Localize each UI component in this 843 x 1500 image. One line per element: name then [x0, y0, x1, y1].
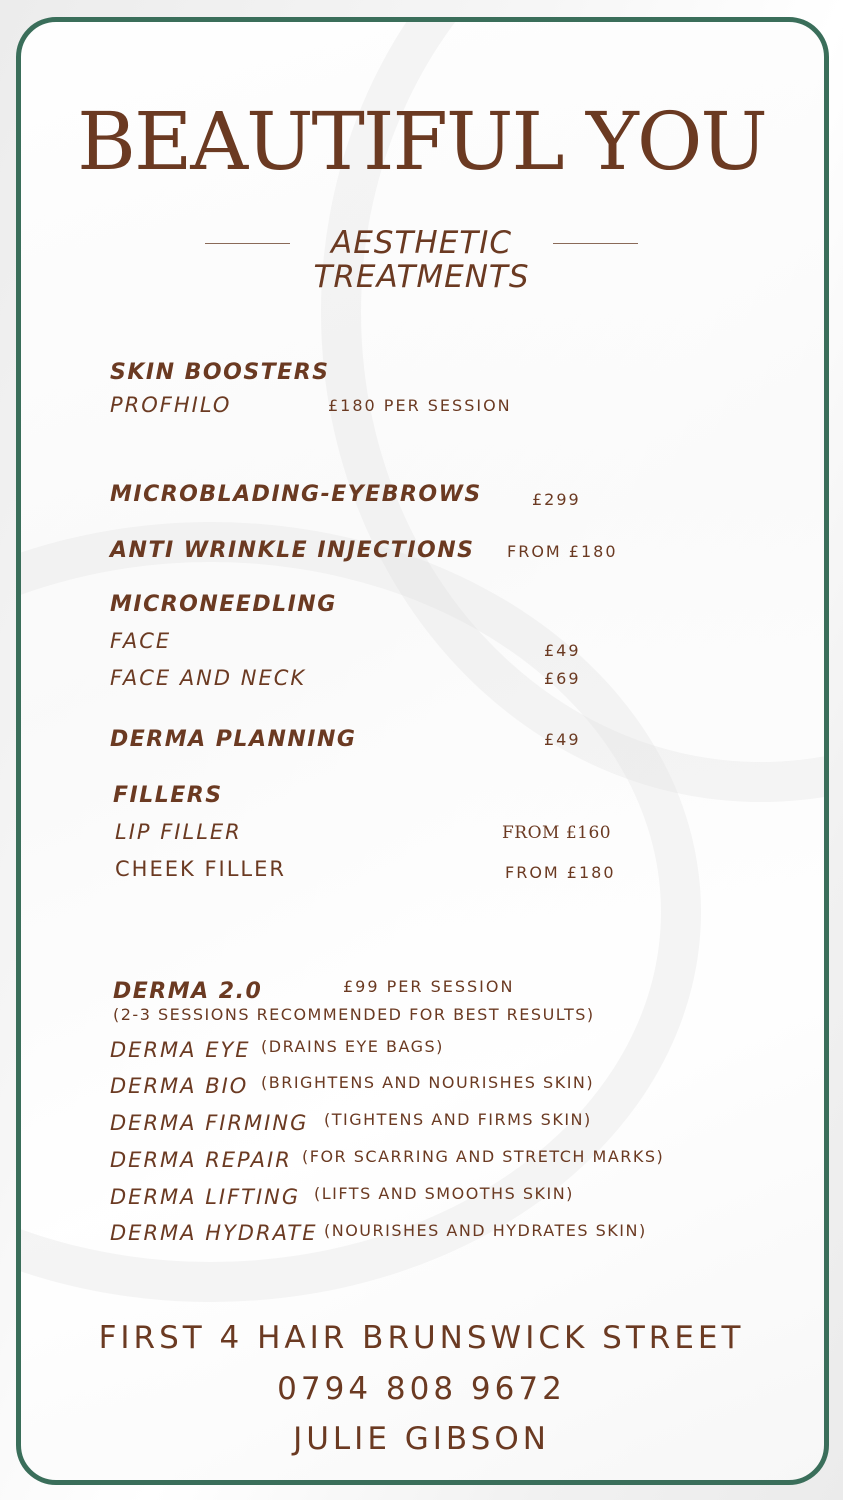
page-title: BEAUTIFUL YOU [77, 95, 766, 188]
footer-location: FIRST 4 HAIR BRUNSWICK STREET [98, 1320, 745, 1356]
fillers-heading: FILLERS [113, 783, 223, 808]
derma2-price: £99 PER SESSION [343, 977, 515, 996]
anti-wrinkle-price: FROM £180 [507, 542, 618, 561]
derma-repair-desc: (FOR SCARRING AND STRETCH MARKS) [302, 1147, 665, 1166]
derma-eye-item: DERMA EYE [110, 1038, 251, 1062]
derma-firming-item: DERMA FIRMING [110, 1111, 309, 1135]
derma-planning-heading: DERMA PLANNING [110, 727, 357, 752]
subtitle-line-2: TREATMENTS [313, 259, 530, 295]
footer-name: JULIE GIBSON [293, 1421, 550, 1457]
microneedling-item-face-neck: FACE AND NECK [110, 666, 307, 690]
microneedling-heading: MICRONEEDLING [110, 592, 337, 617]
derma-lifting-desc: (LIFTS AND SMOOTHS SKIN) [314, 1184, 574, 1203]
page-subtitle [0, 226, 843, 294]
profhilo-item: PROFHILO [110, 393, 232, 417]
subtitle-line-1: AESTHETIC [330, 225, 513, 261]
derma-bio-desc: (BRIGHTENS AND NOURISHES SKIN) [261, 1073, 595, 1092]
microneedling-price-face: £49 [544, 641, 581, 660]
derma-eye-desc: (DRAINS EYE BAGS) [261, 1037, 444, 1056]
microneedling-price-face-neck: £69 [544, 669, 581, 688]
derma-bio-item: DERMA BIO [110, 1074, 249, 1098]
derma-hydrate-item: DERMA HYDRATE [110, 1221, 318, 1245]
derma-repair-item: DERMA REPAIR [110, 1148, 292, 1172]
derma-planning-price: £49 [544, 730, 581, 749]
derma-lifting-item: DERMA LIFTING [110, 1185, 301, 1209]
cheek-filler-price: FROM £180 [505, 863, 616, 882]
lip-filler-price: FROM £160 [502, 823, 612, 843]
profhilo-price: £180 PER SESSION [328, 396, 512, 415]
anti-wrinkle-heading: ANTI WRINKLE INJECTIONS [110, 538, 475, 563]
microneedling-item-face: FACE [110, 629, 172, 653]
derma2-heading: DERMA 2.0 [113, 979, 263, 1004]
skin-boosters-heading: SKIN BOOSTERS [110, 360, 330, 385]
lip-filler-item: LIP FILLER [115, 820, 242, 844]
microblading-price: £299 [532, 490, 581, 509]
cheek-filler-item: CHEEK FILLER [115, 857, 286, 881]
microblading-heading: MICROBLADING-EYEBROWS [110, 482, 482, 507]
derma2-note: (2-3 SESSIONS RECOMMENDED FOR BEST RESULTS) [113, 1005, 595, 1024]
derma-hydrate-desc: (NOURISHES AND HYDRATES SKIN) [324, 1221, 647, 1240]
footer-phone: 0794 808 9672 [277, 1371, 566, 1407]
derma-firming-desc: (TIGHTENS AND FIRMS SKIN) [324, 1110, 592, 1129]
